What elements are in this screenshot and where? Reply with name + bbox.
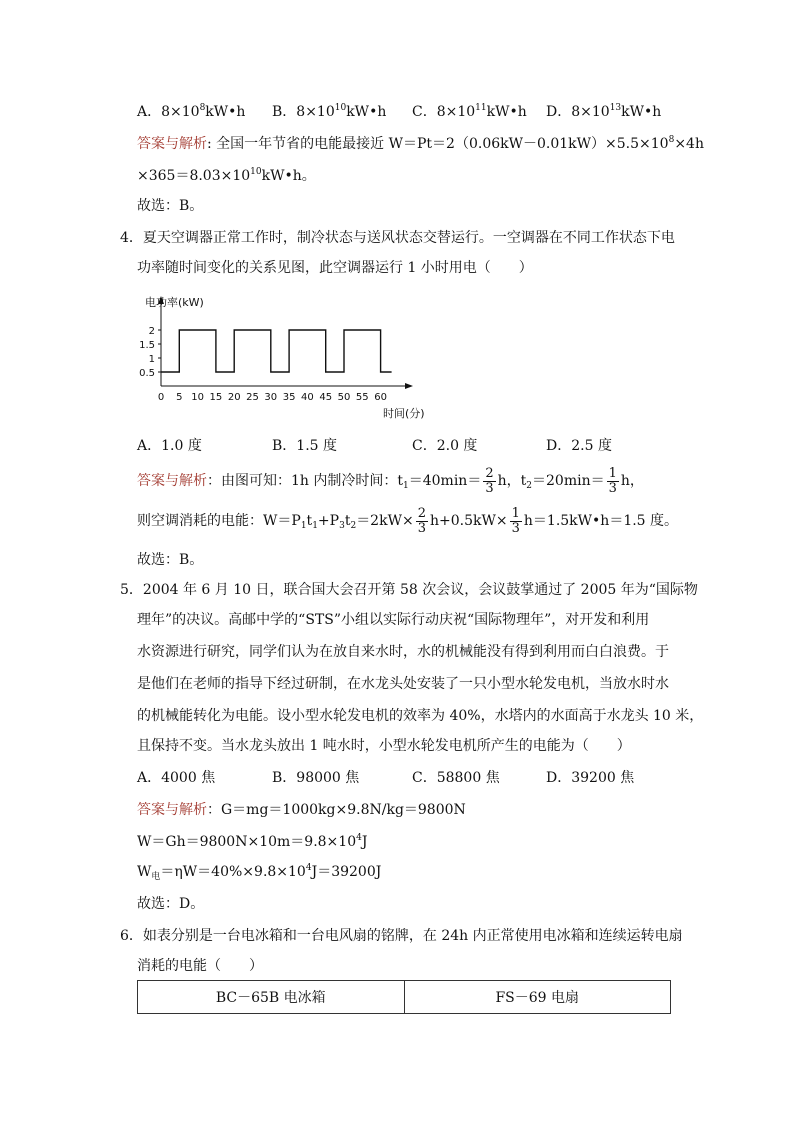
answer-label: 答案与解析 <box>137 136 207 152</box>
chart-xlabel: 时间(分) <box>383 407 425 420</box>
q3-analysis-line-1: 答案与解析: 全国一年节省的电能最接近 $W=Pt=2(0.06kW-0.01kW)\times 5.5\times 10^8\times 4h$ <box>137 135 704 152</box>
q4-text-line-1: 4．夏天空调器正常工作时，制冷状态与送风状态交替运行。一空调器在不同工作状态下电 <box>120 230 675 246</box>
chart-ticks <box>139 326 387 403</box>
x-tick-label: 30 <box>264 392 278 403</box>
q5-text-line-2: 理年”的决议。高邮中学的“STS”小组以实际行动庆祝“国际物理年”，对开发和利用 <box>137 612 650 628</box>
q4-option-a: A．1.0 度 <box>137 438 202 454</box>
q4-choice: 故选：B。 <box>137 552 204 568</box>
chart-series <box>161 330 392 372</box>
chart-axes <box>158 296 413 389</box>
q5-analysis-line-1: 答案与解析：G＝mg＝1000kg×9.8N/kg＝9800N <box>137 802 466 818</box>
q3-option-b: B．$8\times 10^{10}kW•h$ <box>272 103 387 120</box>
q5-text-line-4: 是他们在老师的指导下经过研制，在水龙头处安装了一只小型水轮发电机，当放水时水 <box>137 676 669 692</box>
x-tick-label: 25 <box>246 392 259 403</box>
x-tick-label: 20 <box>227 392 241 403</box>
nameplate-table <box>137 980 671 1014</box>
q5-analysis-line-3: $W_电=\eta W=40\%\times 9.8\times 10^4J=39200J$ <box>137 863 382 882</box>
q5-text-line-3: 水资源进行研究，同学们认为在放自来水时，水的机械能没有得到利用而白白浪费。于 <box>137 644 669 660</box>
x-tick-label: 0 <box>157 392 165 403</box>
answer-label: 答案与解析 <box>137 802 207 818</box>
q4-option-b: B．1.5 度 <box>272 438 338 454</box>
x-tick-label: 45 <box>319 392 333 403</box>
y-tick-label: 2 <box>148 326 155 337</box>
q5-text-line-1: 5．2004 年 6 月 10 日，联合国大会召开第 58 次会议，会议鼓掌通过了 2005 年为“国际物 <box>120 582 698 598</box>
q4-text-line-2: 功率随时间变化的关系见图，此空调器运行 1 小时用电（ ） <box>137 260 533 276</box>
table-header-fridge: BC－65B 电冰箱 <box>215 990 326 1006</box>
fraction: $\frac{2}{3}$ <box>417 505 426 536</box>
y-tick-label: 1.5 <box>139 340 155 351</box>
fraction: $\frac{1}{3}$ <box>608 465 617 496</box>
table-header-fan: FS－69 电扇 <box>404 981 671 1013</box>
y-tick-label: 1 <box>148 354 155 365</box>
q4-option-d: D．2.5 度 <box>546 438 612 454</box>
q6-text-line-1: 6．如表分别是一台电冰箱和一台电风扇的铭牌，在 24h 内正常使用电冰箱和连续运转电扇 <box>120 928 683 944</box>
x-tick-label: 60 <box>374 392 387 403</box>
q5-option-c: C．58800 焦 <box>412 770 500 786</box>
chart-ylabel: 电功率(kW) <box>145 296 204 309</box>
x-tick-label: 35 <box>282 392 296 403</box>
q4-option-c: C．2.0 度 <box>412 438 478 454</box>
y-tick-label: 0.5 <box>139 368 155 379</box>
q3-option-d: D．$8\times 10^{13}kW•h$ <box>546 103 662 120</box>
x-tick-label: 40 <box>301 392 314 403</box>
q3-analysis-line-2: $\times 365=8.03\times 10^{10}kW•h$。 <box>137 167 316 184</box>
power-time-chart <box>135 292 435 424</box>
x-tick-label: 5 <box>176 392 183 403</box>
q5-option-d: D．39200 焦 <box>546 770 635 786</box>
power-series-line <box>161 330 392 372</box>
q3-option-c: C．$8\times 10^{11}kW•h$ <box>412 103 527 120</box>
x-tick-label: 10 <box>191 392 204 403</box>
x-tick-label: 50 <box>337 392 351 403</box>
fraction: $\frac{2}{3}$ <box>485 465 494 496</box>
q5-choice: 故选：D。 <box>137 896 205 912</box>
q5-analysis-line-2: $W=Gh=9800N\times 10m=9.8\times 10^4J$ <box>137 833 368 850</box>
answer-label: 答案与解析 <box>137 473 207 489</box>
fraction: $\frac{1}{3}$ <box>511 505 520 536</box>
q4-analysis-line-2: 则空调消耗的电能：$W=P_1t_1+P_3t_2=2kW\times$ $\frac{2}{3}$ h+0.5kW× $\frac{1}{3}$ h＝1.5kW•h＝1.5 度。 <box>137 505 679 536</box>
q3-choice: 故选：B。 <box>137 198 204 214</box>
q5-option-a: A．4000 焦 <box>137 770 216 786</box>
q3-option-a: A．$8\times 10^8kW•h$ <box>137 103 246 120</box>
x-tick-label: 55 <box>355 392 369 403</box>
x-axis-arrow <box>405 383 413 389</box>
q5-text-line-6: 且保持不变。当水龙头放出 1 吨水时，小型水轮发电机所产生的电能为（ ） <box>137 738 631 754</box>
x-tick-label: 15 <box>209 392 223 403</box>
q6-text-line-2: 消耗的电能（ ） <box>137 958 263 974</box>
q4-analysis-line-1: 答案与解析：由图可知：1h 内制冷时间：$t_1=40\min=$ $\frac{2}{3}$ h，$t_2=20\min=$ $\frac{1}{3}$ h， <box>137 465 644 496</box>
q5-option-b: B．98000 焦 <box>272 770 360 786</box>
q5-text-line-5: 的机械能转化为电能。设小型水轮发电机的效率为 40%，水塔内的水面高于水龙头 10 米， <box>137 708 704 724</box>
